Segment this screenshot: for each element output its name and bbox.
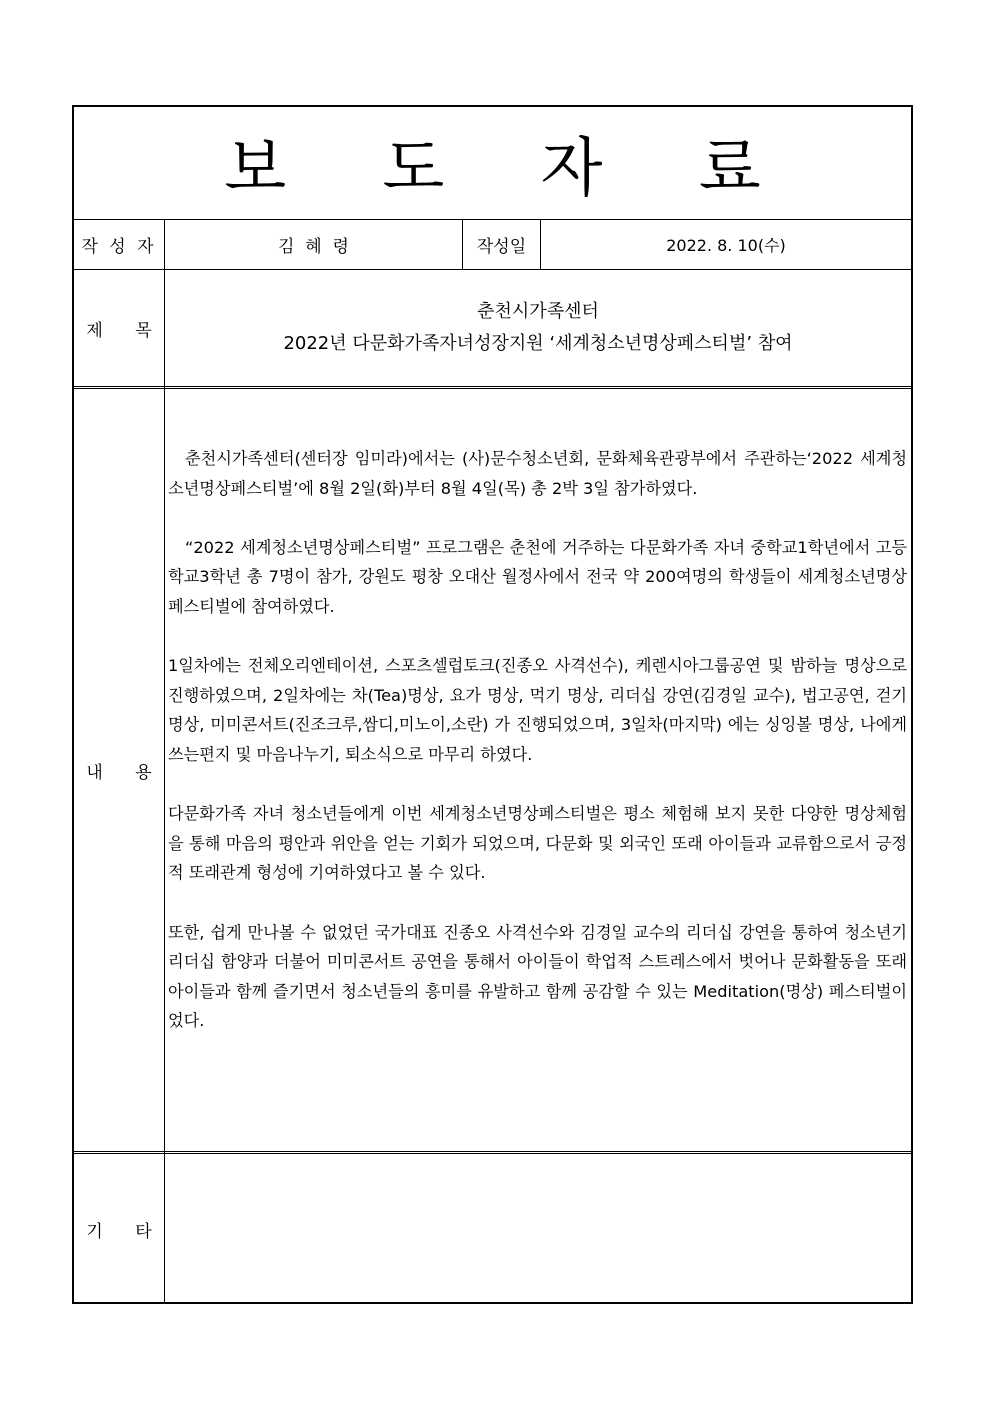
paragraph: 춘천시가족센터(센터장 임미라)에서는 (사)문수청소년회, 문화체육관광부에서 주관하는‘2022 세계청소년명상페스티벌’에 8월 2일(화)부터 8월 4일(목) 총 2박 3일 참가하였다. — [168, 449, 907, 498]
date-label: 작성일 — [476, 237, 527, 257]
etc-label: 기 타 — [86, 1222, 152, 1242]
content-label: 내 용 — [86, 763, 152, 783]
date-value: 2022. 8. 10(수) — [666, 236, 786, 255]
divider — [74, 386, 911, 389]
content-body — [168, 444, 907, 1065]
subject-line-2: 2022년 다문화가족자녀성장지원 ‘세계청소년명상페스티벌’ 참여 — [283, 333, 793, 354]
subject-label: 제 목 — [86, 320, 152, 341]
paragraph: “2022 세계청소년명상페스티벌” 프로그램은 춘천에 거주하는 다문화가족 자녀 중학교1학년에서 고등학교3학년 총 7명이 참가, 강원도 평창 오대산 월정사에서 전국 약 200여명의 학생들이 세계청소년명상페스티벌에 참여하였다. — [168, 537, 907, 616]
paragraph: 또한, 쉽게 만나볼 수 없었던 국가대표 진종오 사격선수와 김경일 교수의 리더십 강연을 통하여 청소년기 리더십 함양과 더불어 미미콘서트 공연을 통해서 아이들이 학업적 스트레스에서 벗어나 문화활동을 또래 아이들과 함께 즐기면서 청소년들의 흥미를 유발하고 함께 공감할 수 있는 Meditation(명상) 페스티벌이었다. — [168, 922, 907, 1031]
paragraph: 다문화가족 자녀 청소년들에게 이번 세계청소년명상페스티벌은 평소 체험해 보지 못한 다양한 명상체험을 통해 마음의 평안과 위안을 얻는 기회가 되었으며, 다문화 및 외국인 또래 아이들과 교류함으로서 긍정적 또래관계 형성에 기여하였다고 볼 수 있다. — [168, 804, 907, 883]
subject-line-1: 춘천시가족센터 — [477, 301, 599, 322]
etc-content — [165, 1155, 911, 1304]
press-release-table — [72, 105, 913, 1304]
author-name: 김 혜 령 — [278, 237, 349, 257]
page-title: 보 도 자 료 — [224, 132, 799, 206]
divider — [74, 1151, 911, 1154]
author-label: 작 성 자 — [81, 237, 157, 257]
subject — [165, 270, 911, 386]
paragraph: 1일차에는 전체오리엔테이션, 스포츠셀럽토크(진종오 사격선수), 케렌시아그룹공연 및 밤하늘 명상으로 진행하였으며, 2일차에는 차(Tea)명상, 요가 명상, 먹기 명상, 리더십 강연(김경일 교수), 법고공연, 걷기 명상, 미미콘서트(진조크루,쌈디,미노이,소란) 가 진행되었으며, 3일차(마지막) 에는 싱잉볼 명상, 나에게쓰는편지 및 마음나누기, 퇴소식으로 마무리 하였다. — [168, 656, 907, 764]
